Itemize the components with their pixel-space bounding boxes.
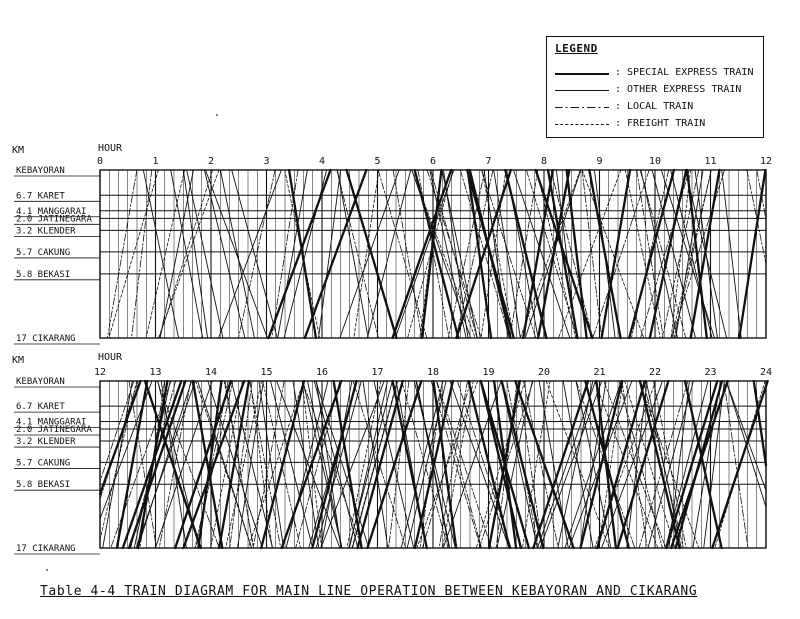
station-label: 4.1 MANGGARAI xyxy=(16,417,87,428)
station-label: 2.0 JATINEGARA xyxy=(16,425,92,436)
km-axis-label: KM xyxy=(12,145,25,156)
legend-title: LEGEND xyxy=(555,42,598,55)
station-label: 6.7 KARET xyxy=(16,191,65,202)
legend-label: : OTHER EXPRESS TRAIN xyxy=(615,84,742,95)
hour-tick-label: 1 xyxy=(152,156,159,167)
legend-label: : LOCAL TRAIN xyxy=(615,101,694,112)
hour-tick-label: 13 xyxy=(149,367,162,378)
hour-tick-label: 9 xyxy=(596,156,603,167)
station-label: KEBAYORAN xyxy=(16,166,65,176)
hour-tick-label: 21 xyxy=(593,367,606,378)
hour-tick-label: 12 xyxy=(759,156,773,167)
hour-tick-label: 6 xyxy=(429,156,437,167)
hour-tick-label: 14 xyxy=(204,367,218,378)
station-label: KEBAYORAN xyxy=(16,377,65,387)
station-label: 5.7 CAKUNG xyxy=(16,247,71,258)
hour-tick-label: 19 xyxy=(482,367,495,378)
hour-tick-label: 3 xyxy=(263,156,270,167)
hour-tick-label: 8 xyxy=(540,156,548,167)
station-label: 3.2 KLENDER xyxy=(16,226,76,237)
hour-tick-label: 23 xyxy=(704,367,717,378)
scan-speck xyxy=(216,114,218,116)
hour-tick-label: 4 xyxy=(318,156,326,167)
legend-label: : FREIGHT TRAIN xyxy=(615,118,706,129)
hour-tick-label: 2 xyxy=(207,156,215,167)
station-label: 5.7 CAKUNG xyxy=(16,458,71,469)
hour-tick-label: 5 xyxy=(374,156,381,167)
hour-tick-label: 0 xyxy=(96,156,104,167)
hour-tick-label: 18 xyxy=(426,367,440,378)
hour-tick-label: 20 xyxy=(537,367,551,378)
station-label: 17 CIKARANG xyxy=(16,334,76,344)
hour-tick-label: 24 xyxy=(759,367,773,378)
station-label: 2.0 JATINEGARA xyxy=(16,214,92,225)
hour-tick-label: 22 xyxy=(648,367,662,378)
hour-tick-label: 11 xyxy=(704,156,717,167)
hour-tick-label: 12 xyxy=(93,367,107,378)
station-label: 17 CIKARANG xyxy=(16,544,76,554)
station-label: 4.1 MANGGARAI xyxy=(16,206,87,217)
hour-tick-label: 7 xyxy=(485,156,492,167)
hour-axis-label: HOUR xyxy=(98,352,123,363)
legend-label: : SPECIAL EXPRESS TRAIN xyxy=(615,67,754,78)
station-label: 6.7 KARET xyxy=(16,402,65,413)
caption: Table 4-4 TRAIN DIAGRAM FOR MAIN LINE OPERATION BETWEEN KEBAYORAN AND CIKARANG xyxy=(40,584,698,599)
station-label: 3.2 KLENDER xyxy=(16,437,76,448)
station-label: 5.8 BEKASI xyxy=(16,269,71,280)
km-axis-label: KM xyxy=(12,355,25,366)
hour-tick-label: 17 xyxy=(371,367,384,378)
special-express-path xyxy=(100,381,141,494)
hour-tick-label: 16 xyxy=(315,367,329,378)
hour-axis-label: HOUR xyxy=(98,143,123,154)
hour-tick-label: 15 xyxy=(260,367,273,378)
station-label: 5.8 BEKASI xyxy=(16,480,71,491)
scan-speck xyxy=(46,569,48,571)
hour-tick-label: 10 xyxy=(648,156,662,167)
